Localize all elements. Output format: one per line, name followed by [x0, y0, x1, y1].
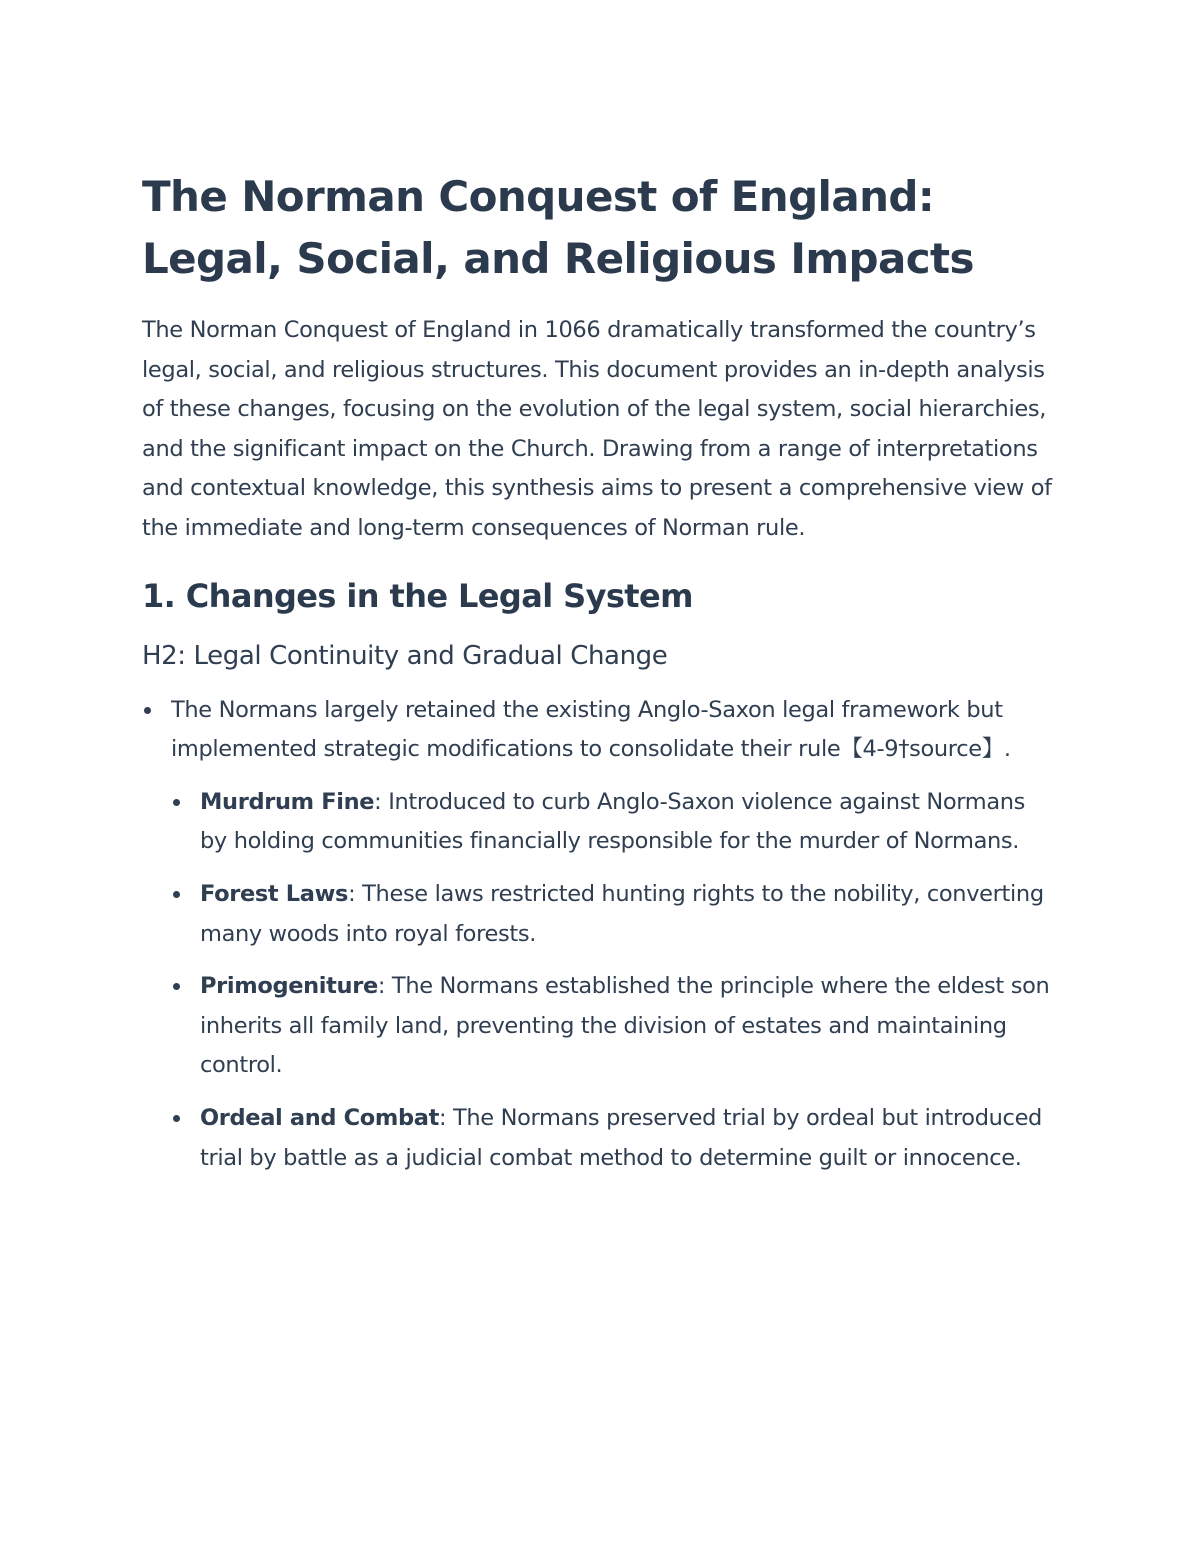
term-label: Ordeal and Combat — [200, 1104, 439, 1131]
list-item — [142, 691, 1057, 770]
document-title: The Norman Conquest of England: Legal, Social, and Religious Impacts — [142, 172, 974, 283]
bullet-icon — [173, 1115, 180, 1122]
nested-bullet-list — [142, 783, 1057, 1178]
term-label: Forest Laws — [200, 880, 349, 907]
list-item-text: The Normans largely retained the existing Anglo-Saxon legal framework but implemented strategic modifications to consolidate their rule【4-9†source】. — [171, 696, 1011, 763]
list-item-forest-laws — [142, 875, 1057, 954]
list-item-murdrum-fine — [142, 783, 1057, 862]
term-label: Murdrum Fine — [200, 788, 375, 815]
term-description: : The Normans preserved trial by ordeal but introduced trial by battle as a judicial combat method to determine guilt or innocence. — [200, 1104, 1042, 1171]
intro-paragraph: The Norman Conquest of England in 1066 dramatically transformed the country’s legal, social, and religious structures. This document provides an in-depth analysis of these changes, focusing on the evolution of the legal system, social hierarchies, and the significant impact on the Church. Drawing from a range of interpretations and contextual knowledge, this synthesis aims to present a comprehensive view of the immediate and long-term consequences of Norman rule. — [142, 317, 1052, 541]
term-description: : Introduced to curb Anglo-Saxon violence against Normans by holding communities financially responsible for the murder of Normans. — [200, 788, 1026, 855]
term-description: : The Normans established the principle where the eldest son inherits all family land, preventing the division of estates and maintaining control. — [200, 973, 1050, 1079]
bullet-list — [142, 691, 1057, 770]
subheading-legal-continuity: H2: Legal Continuity and Gradual Change — [142, 640, 668, 671]
bullet-icon — [173, 983, 180, 990]
term-description: : These laws restricted hunting rights to the nobility, converting many woods into royal forests. — [200, 880, 1044, 947]
document-page — [142, 166, 1057, 1191]
list-item-primogeniture — [142, 967, 1057, 1086]
bullet-icon — [173, 799, 180, 806]
section-heading-legal-system: 1. Changes in the Legal System — [142, 576, 693, 615]
bullet-icon — [173, 891, 180, 898]
list-item-ordeal-and-combat — [142, 1099, 1057, 1178]
bullet-icon — [144, 707, 151, 714]
term-label: Primogeniture — [200, 973, 378, 1000]
